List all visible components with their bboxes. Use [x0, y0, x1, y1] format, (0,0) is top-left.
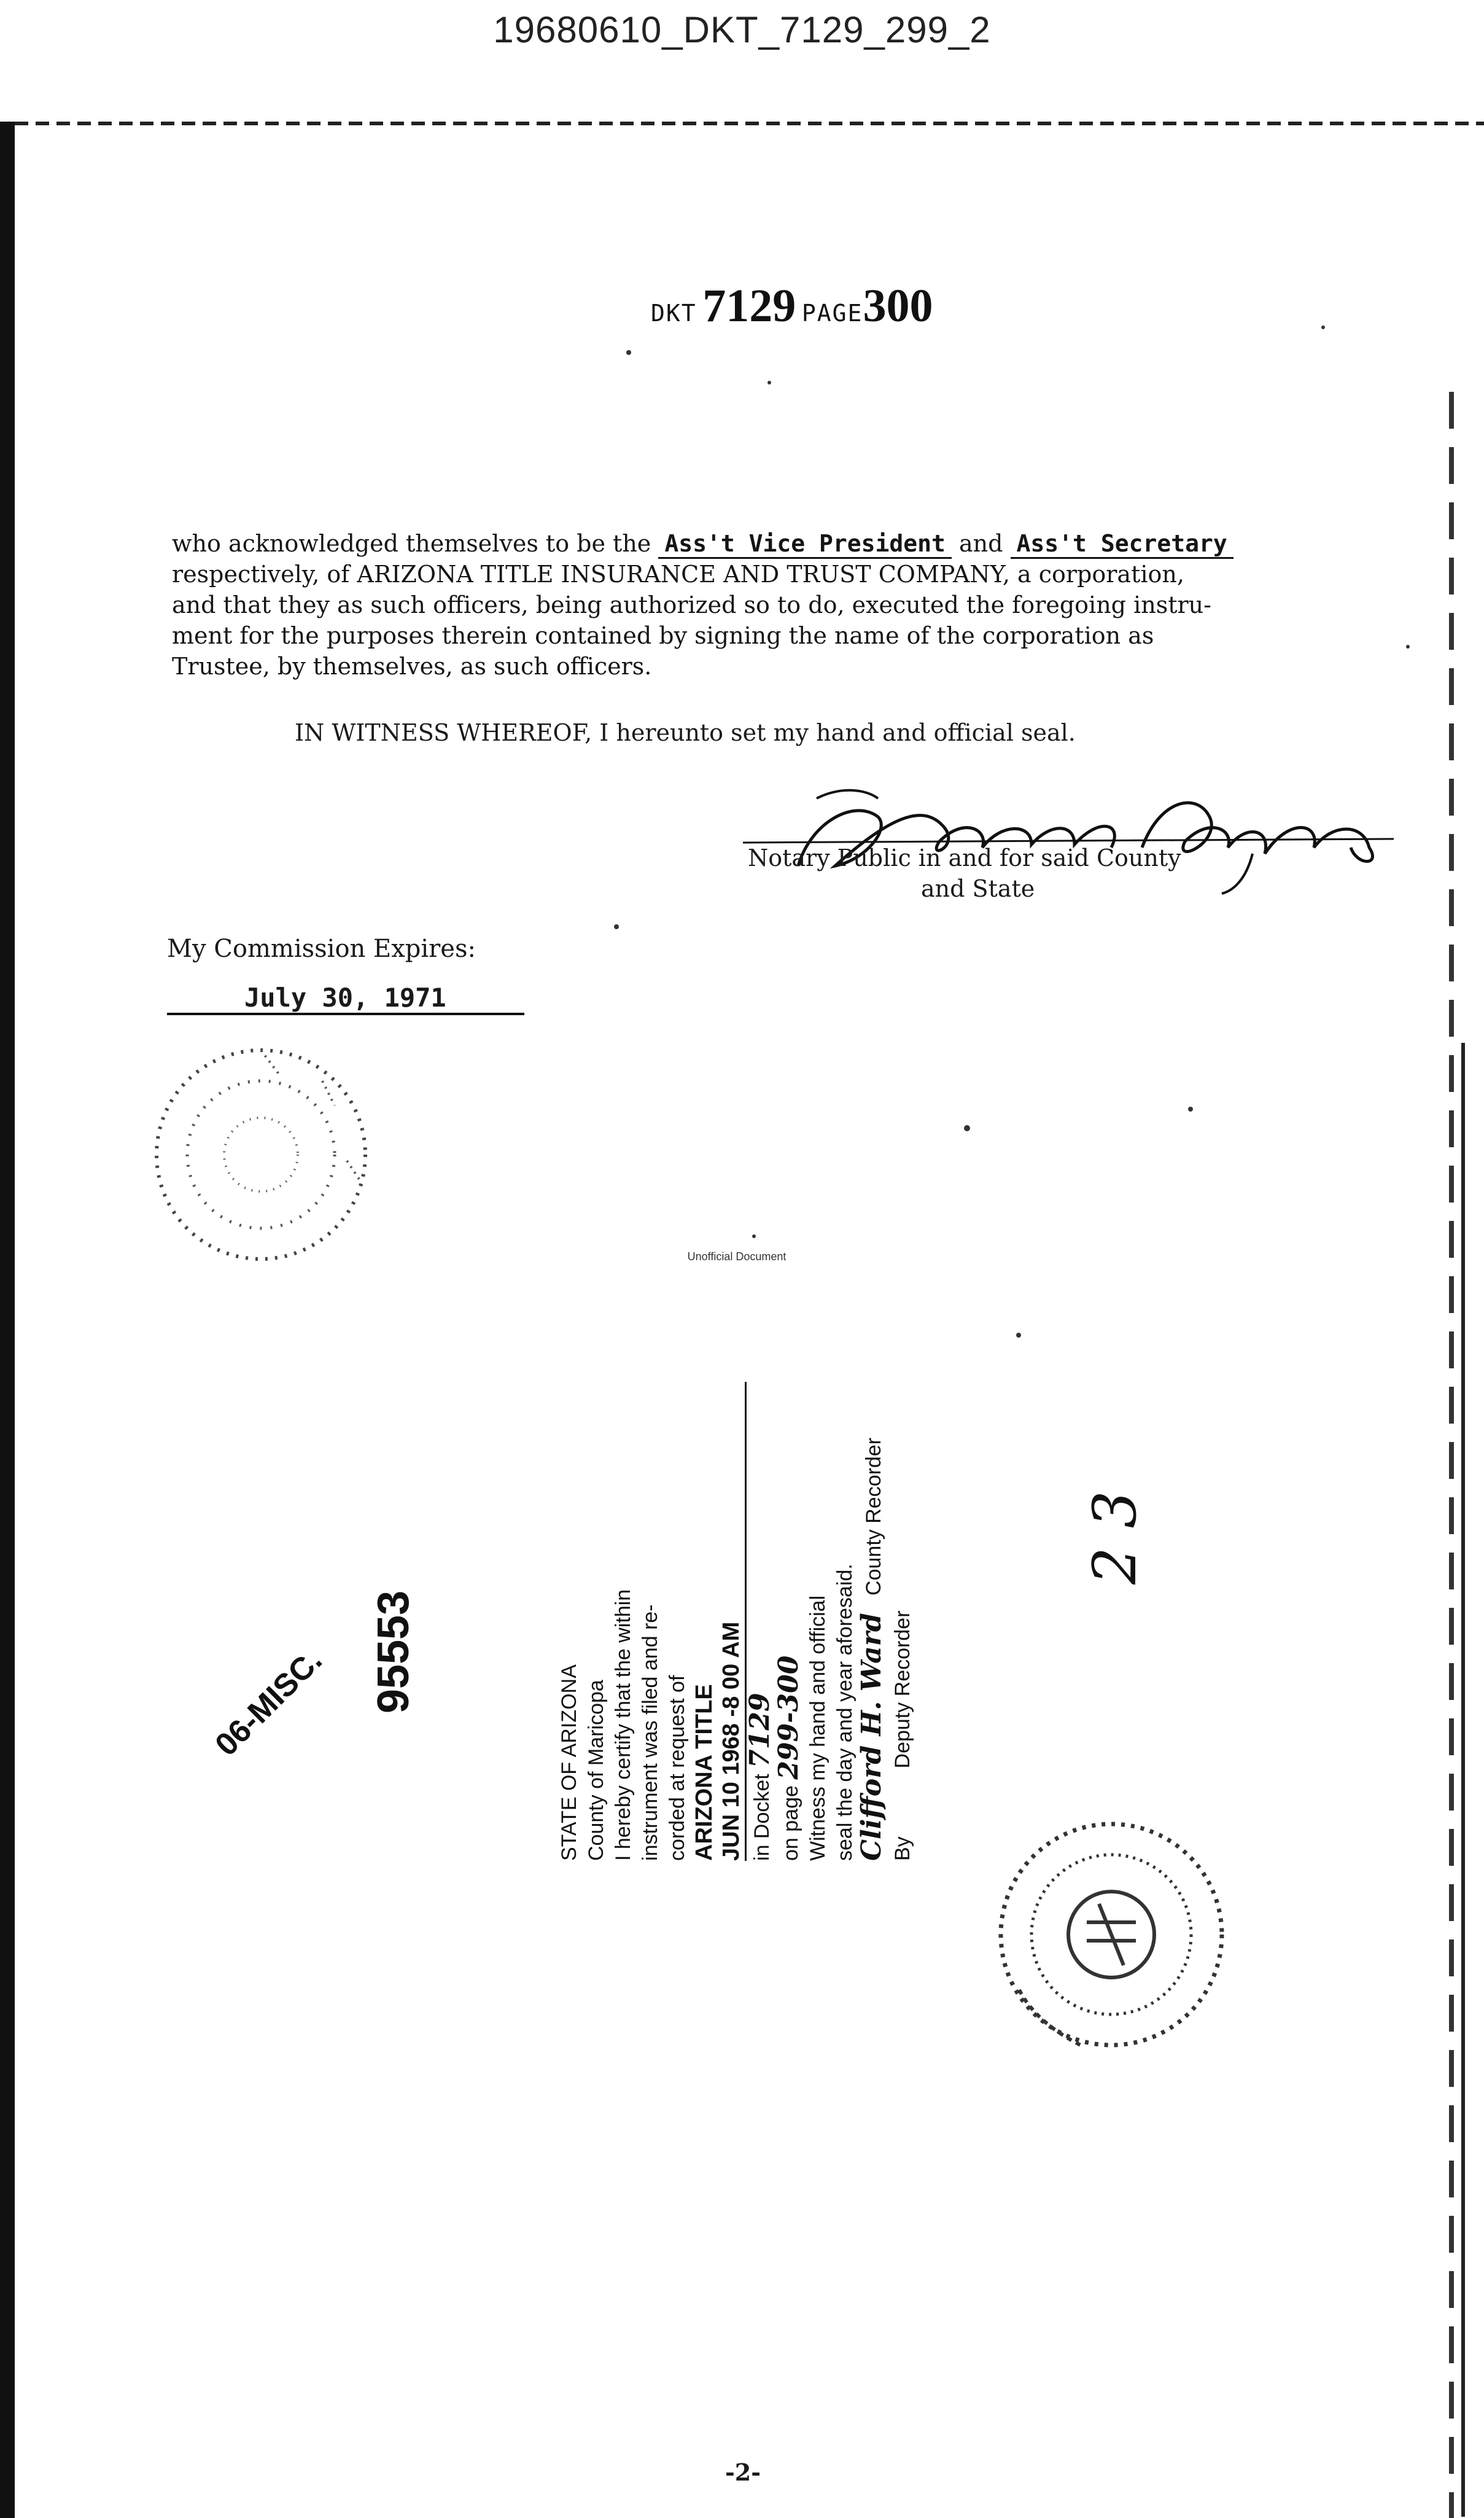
misc-stamp: 06-MISC. — [208, 1642, 329, 1763]
notary-caption-line: Notary Public in and for said County — [748, 844, 1181, 871]
notary-caption — [748, 843, 1337, 904]
scan-speck — [1016, 1333, 1021, 1338]
recording-recorder — [858, 1382, 887, 1861]
header-strip — [0, 0, 1484, 123]
acknowledgment-line: respectively, of ARIZONA TITLE INSURANCE AND TRUST COMPANY, a corporation, — [172, 561, 1184, 588]
deputy-signature — [885, 1774, 916, 1831]
recording-certify: corded at request of — [666, 1675, 689, 1861]
docket-header — [651, 279, 958, 333]
scan-left-edge — [0, 122, 15, 2518]
notary-caption-line: and State — [921, 875, 1035, 902]
recording-witness: Witness my hand and official — [806, 1595, 829, 1861]
recording-page-label: on page — [779, 1785, 802, 1861]
notary-seal-impression — [138, 1038, 384, 1271]
recording-docket — [744, 1382, 775, 1861]
file-title: 19680610_DKT_7129_299_2 — [493, 9, 991, 50]
commission-label: My Commission Expires: — [167, 935, 476, 963]
scan-speck — [964, 1125, 970, 1131]
scan-right-edge — [1449, 392, 1454, 2518]
recording-witness: seal the day and year aforesaid. — [833, 1564, 857, 1861]
recording-filed-date: JUN 10 1968 -8 00 AM — [718, 1382, 747, 1861]
recording-page-value: 299-300 — [773, 1655, 804, 1780]
commission-date: July 30, 1971 — [167, 983, 524, 1015]
scan-top-edge — [15, 122, 1484, 125]
officer-title-one: Ass't Vice President — [658, 530, 952, 559]
acknowledgment-text: who acknowledged themselves to be the — [172, 530, 659, 557]
docket-page-label: PAGE — [801, 300, 863, 327]
docket-label: DKT — [651, 300, 697, 327]
recorder-name: Clifford H. Ward — [856, 1613, 887, 1861]
witness-clause: IN WITNESS WHEREOF, I hereunto set my hand and official seal. — [295, 719, 1076, 746]
recording-state: STATE OF ARIZONA — [557, 1664, 581, 1861]
recording-requester: ARIZONA TITLE — [691, 1684, 717, 1861]
scanned-page — [0, 122, 1484, 2518]
recording-certify: instrument was filed and re- — [639, 1604, 662, 1861]
acknowledgment-paragraph — [172, 528, 1412, 682]
recording-by-label: By — [891, 1836, 914, 1861]
acknowledgment-line — [172, 528, 1412, 559]
docket-number: 7129 — [702, 280, 796, 332]
scan-speck — [614, 924, 619, 929]
scan-speck — [1321, 325, 1325, 329]
recorder-title: County Recorder — [862, 1437, 885, 1596]
acknowledgment-line: and that they as such officers, being authorized so to do, executed the foregoing instru- — [172, 591, 1211, 618]
recorder-seal — [982, 1806, 1240, 2064]
recording-docket-value: 7129 — [744, 1693, 775, 1768]
handwritten-note: 2 3 — [1081, 1491, 1149, 1584]
recording-deputy — [887, 1382, 916, 1861]
recorder-seal-impression — [982, 1806, 1240, 2064]
record-number-stamp: 95553 — [369, 1590, 418, 1713]
unofficial-watermark: Unofficial Document — [687, 1250, 787, 1263]
acknowledgment-text: and — [951, 530, 1011, 557]
recording-page — [775, 1382, 804, 1861]
page-footer-number: -2- — [725, 2458, 761, 2486]
recording-stamp — [556, 1382, 924, 1861]
notary-seal — [138, 1038, 384, 1271]
scan-speck — [1188, 1107, 1193, 1112]
recording-docket-label: in Docket — [750, 1774, 774, 1861]
scan-speck — [626, 350, 631, 355]
scan-right-edge-shadow — [1461, 1043, 1465, 2517]
scan-speck — [767, 381, 771, 384]
docket-page-number: 300 — [863, 280, 933, 332]
deputy-title: Deputy Recorder — [891, 1610, 914, 1769]
acknowledgment-line: Trustee, by themselves, as such officers. — [172, 653, 652, 680]
scan-speck — [752, 1234, 756, 1238]
recording-county: County of Maricopa — [585, 1680, 608, 1861]
officer-title-two: Ass't Secretary — [1011, 530, 1233, 559]
recording-certify: I hereby certify that the within — [612, 1589, 635, 1861]
acknowledgment-line: ment for the purposes therein contained by signing the name of the corporation as — [172, 622, 1154, 649]
